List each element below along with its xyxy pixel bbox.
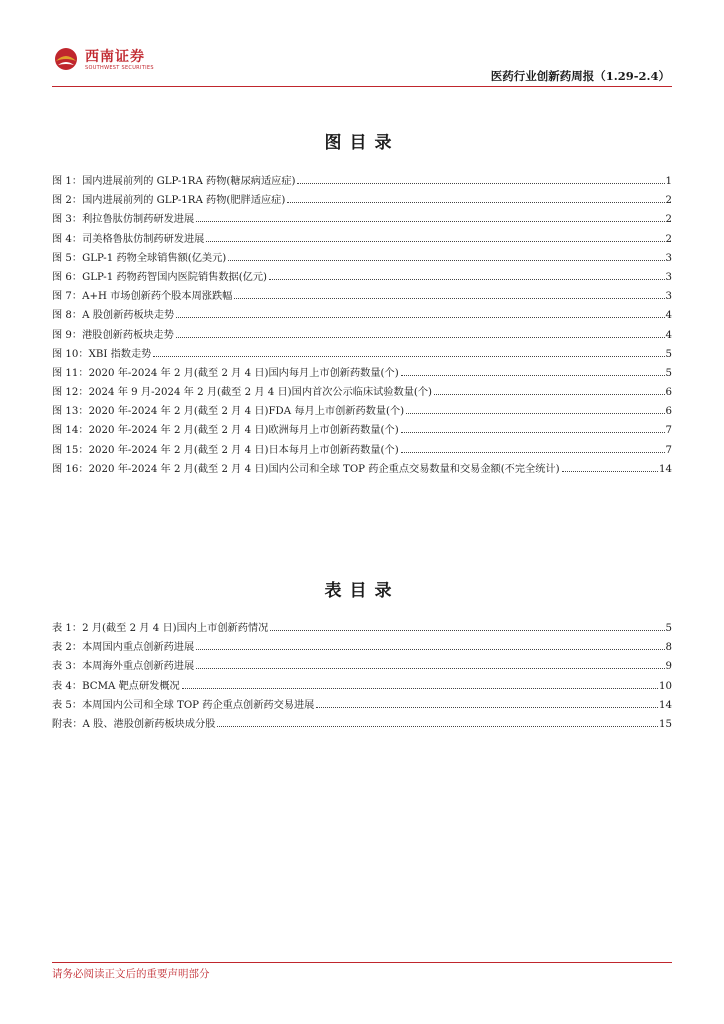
toc-page-number: 6 — [665, 387, 672, 399]
toc-entry-label: 图 16：2020 年-2024 年 2 月(截至 2 月 4 日)国内公司和全球 TOP 药企重点交易数量和交易金额(不完全统计) — [52, 463, 560, 475]
toc-entry[interactable] — [52, 619, 672, 638]
toc-dot-leader — [401, 375, 665, 376]
toc-entry-label: 图 10：XBI 指数走势 — [52, 348, 152, 360]
company-logo-icon — [52, 46, 80, 72]
toc-dot-leader — [316, 707, 658, 708]
toc-dot-leader — [406, 413, 664, 414]
company-logo — [52, 44, 162, 74]
logo-english-name: SOUTHWEST SECURITIES — [85, 65, 154, 71]
figure-toc-list — [52, 172, 672, 479]
toc-page-number: 4 — [665, 310, 672, 322]
toc-entry-label: 图 12：2024 年 9 月-2024 年 2 月(截至 2 月 4 日)国内首次公示临床试验数量(个) — [52, 387, 433, 399]
toc-entry[interactable] — [52, 249, 672, 268]
toc-dot-leader — [153, 356, 664, 357]
toc-page-number: 8 — [665, 642, 672, 654]
toc-entry-label: 图 5：GLP-1 药物全球销售额(亿美元) — [52, 252, 227, 264]
table-toc-title: 表目录 — [324, 581, 400, 601]
toc-entry[interactable] — [52, 306, 672, 325]
footer-disclaimer: 请务必阅读正文后的重要声明部分 — [52, 968, 210, 980]
toc-page-number: 2 — [665, 195, 672, 207]
toc-dot-leader — [196, 668, 664, 669]
toc-entry[interactable] — [52, 715, 672, 734]
toc-entry-label: 图 4：司美格鲁肽仿制药研发进展 — [52, 233, 205, 245]
toc-page-number: 3 — [665, 271, 672, 283]
toc-entry[interactable] — [52, 383, 672, 402]
toc-entry[interactable] — [52, 638, 672, 657]
toc-entry-label: 表 5：本周国内公司和全球 TOP 药企重点创新药交易进展 — [52, 699, 315, 711]
toc-page-number: 5 — [665, 367, 672, 379]
toc-page-number: 6 — [665, 406, 672, 418]
toc-dot-leader — [287, 202, 664, 203]
toc-entry[interactable] — [52, 460, 672, 479]
footer-divider — [52, 962, 672, 963]
toc-entry[interactable] — [52, 441, 672, 460]
toc-page-number: 10 — [659, 680, 672, 692]
toc-page-number: 3 — [665, 291, 672, 303]
toc-entry[interactable] — [52, 326, 672, 345]
report-title: 医药行业创新药周报（1.29-2.4） — [490, 69, 670, 83]
toc-page-number: 9 — [665, 661, 672, 673]
toc-entry-label: 图 7：A+H 市场创新药个股本周涨跌幅 — [52, 291, 233, 303]
figure-toc-title: 图目录 — [324, 133, 400, 153]
toc-entry[interactable] — [52, 402, 672, 421]
logo-wordmark: 西南证券 — [85, 49, 145, 65]
toc-page-number: 14 — [659, 463, 672, 475]
toc-page-number: 2 — [665, 233, 672, 245]
toc-entry[interactable] — [52, 696, 672, 715]
toc-entry-label: 图 2：国内进展前列的 GLP-1RA 药物(肥胖适应症) — [52, 195, 286, 207]
toc-page-number: 7 — [665, 444, 672, 456]
toc-entry-label: 图 6：GLP-1 药物药智国内医院销售数据(亿元) — [52, 271, 268, 283]
toc-dot-leader — [206, 241, 664, 242]
toc-entry-label: 表 2：本周国内重点创新药进展 — [52, 642, 195, 654]
toc-dot-leader — [269, 279, 664, 280]
toc-entry[interactable] — [52, 210, 672, 229]
toc-entry-label: 图 13：2020 年-2024 年 2 月(截至 2 月 4 日)FDA 每月上市创新药数量(个) — [52, 406, 405, 418]
toc-entry[interactable] — [52, 364, 672, 383]
toc-entry-label: 表 3：本周海外重点创新药进展 — [52, 661, 195, 673]
toc-dot-leader — [401, 452, 665, 453]
toc-entry[interactable] — [52, 172, 672, 191]
toc-page-number: 2 — [665, 214, 672, 226]
toc-dot-leader — [217, 726, 658, 727]
toc-entry-label: 图 11：2020 年-2024 年 2 月(截至 2 月 4 日)国内每月上市创新药数量(个) — [52, 367, 399, 379]
toc-entry-label: 附表：A 股、港股创新药板块成分股 — [52, 718, 216, 730]
toc-page-number: 4 — [665, 329, 672, 341]
toc-entry-label: 表 1：2 月(截至 2 月 4 日)国内上市创新药情况 — [52, 623, 269, 634]
toc-entry-label: 图 3：利拉鲁肽仿制药研发进展 — [52, 214, 195, 226]
toc-dot-leader — [196, 221, 664, 222]
toc-dot-leader — [182, 688, 658, 689]
page-header — [0, 0, 724, 92]
toc-dot-leader — [434, 394, 665, 395]
toc-entry-label: 图 14：2020 年-2024 年 2 月(截至 2 月 4 日)欧洲每月上市创新药数量(个) — [52, 425, 399, 437]
toc-dot-leader — [401, 432, 665, 433]
toc-entry[interactable] — [52, 230, 672, 249]
toc-entry[interactable] — [52, 657, 672, 676]
toc-entry[interactable] — [52, 345, 672, 364]
toc-entry[interactable] — [52, 191, 672, 210]
toc-dot-leader — [176, 317, 664, 318]
toc-entry[interactable] — [52, 287, 672, 306]
toc-entry[interactable] — [52, 268, 672, 287]
toc-page-number: 1 — [665, 176, 672, 187]
toc-dot-leader — [297, 183, 664, 184]
toc-entry-label: 图 1：国内进展前列的 GLP-1RA 药物(糖尿病适应症) — [52, 176, 296, 187]
toc-page-number: 5 — [665, 348, 672, 360]
toc-entry[interactable] — [52, 677, 672, 696]
toc-dot-leader — [562, 471, 658, 472]
toc-page-number: 3 — [665, 252, 672, 264]
toc-entry-label: 图 9：港股创新药板块走势 — [52, 329, 174, 341]
table-toc-list — [52, 619, 672, 734]
toc-entry[interactable] — [52, 421, 672, 440]
toc-dot-leader — [228, 260, 664, 261]
toc-page-number: 5 — [665, 623, 672, 634]
toc-dot-leader — [196, 649, 664, 650]
toc-entry-label: 表 4：BCMA 靶点研发概况 — [52, 680, 180, 692]
toc-page-number: 15 — [659, 718, 672, 730]
toc-dot-leader — [234, 298, 664, 299]
toc-dot-leader — [270, 630, 664, 631]
toc-entry-label: 图 8：A 股创新药板块走势 — [52, 310, 175, 322]
header-divider — [52, 86, 672, 87]
toc-entry-label: 图 15：2020 年-2024 年 2 月(截至 2 月 4 日)日本每月上市创新药数量(个) — [52, 444, 399, 456]
toc-dot-leader — [176, 337, 665, 338]
toc-page-number: 7 — [665, 425, 672, 437]
toc-page-number: 14 — [659, 699, 672, 711]
